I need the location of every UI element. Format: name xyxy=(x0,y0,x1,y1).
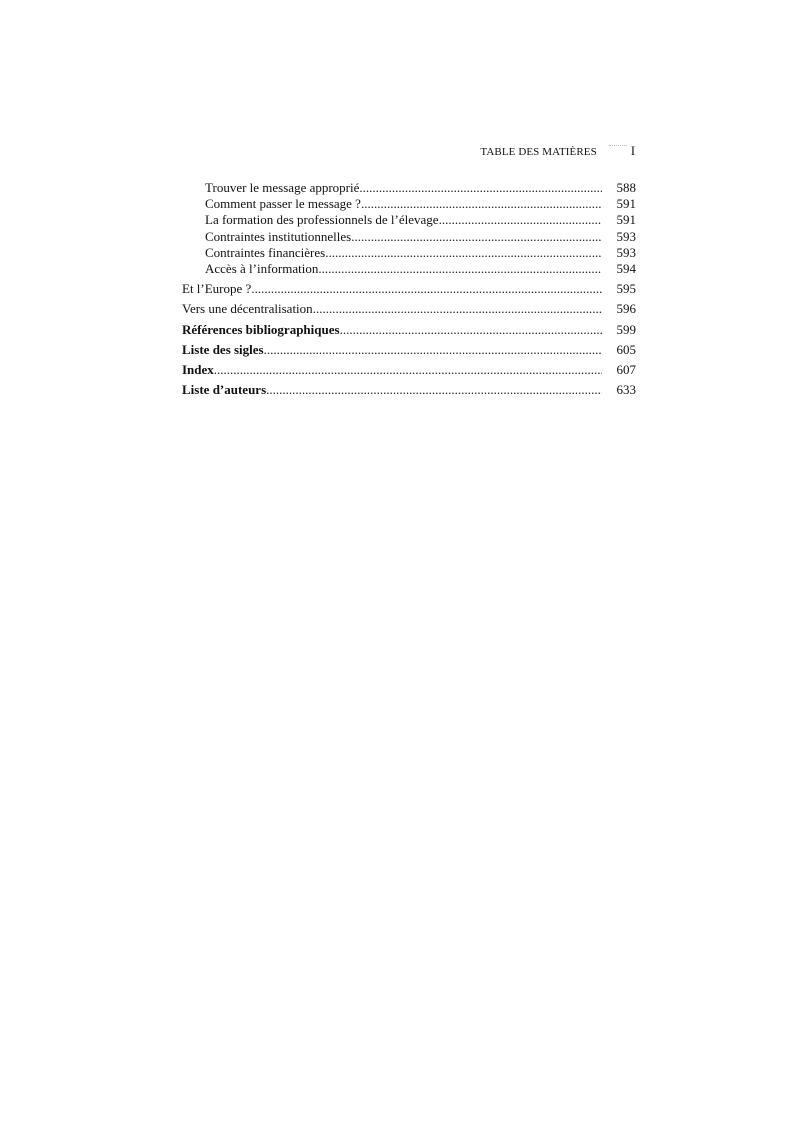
dot-leader xyxy=(214,362,602,378)
dot-leader xyxy=(325,245,602,261)
dot-leader xyxy=(351,229,602,245)
toc-entry-page: 594 xyxy=(616,260,636,276)
toc-entry-label: Index xyxy=(182,361,214,377)
toc-entry-label: Vers une décentralisation xyxy=(182,301,313,317)
toc-entry-page: 596 xyxy=(616,301,636,317)
dot-leader xyxy=(361,196,602,212)
dot-leader xyxy=(251,281,602,297)
dot-leader xyxy=(439,212,602,228)
dot-leader xyxy=(318,261,602,277)
dot-leader xyxy=(313,301,602,317)
toc-entry-page: 633 xyxy=(616,382,636,398)
running-title: TABLE DES MATIÈRES xyxy=(480,146,597,158)
toc-entry-formation-des-professionnels[interactable] xyxy=(182,212,636,228)
dot-leader xyxy=(266,382,602,398)
toc-entry-page: 607 xyxy=(616,361,636,377)
toc-entry-label: Et l’Europe ? xyxy=(182,281,252,297)
toc-entry-contraintes-institutionnelles[interactable] xyxy=(182,229,636,245)
toc-entry-label: Comment passer le message ? xyxy=(205,196,361,212)
toc-entry-references-bibliographiques[interactable] xyxy=(182,322,636,338)
toc-entry-et-l-europe[interactable] xyxy=(182,281,636,297)
toc-entry-label: Liste des sigles xyxy=(182,341,264,357)
toc-entry-label: Références bibliographiques xyxy=(182,321,340,337)
running-header xyxy=(400,144,635,162)
toc-entry-page: 593 xyxy=(616,228,636,244)
toc-entry-label: Trouver le message approprié xyxy=(205,180,360,195)
toc-entry-label: Contraintes institutionnelles xyxy=(205,228,352,244)
toc-entry-page: 588 xyxy=(616,180,636,195)
page-mark-rule xyxy=(609,145,627,146)
toc-entry-page: 591 xyxy=(616,196,636,212)
toc-entry-liste-d-auteurs[interactable] xyxy=(182,382,636,398)
page-folio: I xyxy=(630,144,635,158)
toc-entry-trouver-le-message[interactable] xyxy=(182,180,636,196)
toc-entry-label: La formation des professionnels de l’élevage xyxy=(205,212,439,228)
toc-entry-label: Liste d’auteurs xyxy=(182,382,267,398)
toc-entry-page: 591 xyxy=(616,212,636,228)
toc-entry-comment-passer-le-message[interactable] xyxy=(182,196,636,212)
dot-leader xyxy=(264,342,602,358)
toc-entry-index[interactable] xyxy=(182,362,636,378)
toc-entry-acces-a-l-information[interactable] xyxy=(182,261,636,277)
toc-entry-page: 593 xyxy=(616,244,636,260)
dot-leader xyxy=(340,322,602,338)
table-of-contents xyxy=(182,180,636,398)
dot-leader xyxy=(359,180,602,196)
toc-entry-vers-une-decentralisation[interactable] xyxy=(182,301,636,317)
toc-entry-page: 599 xyxy=(616,321,636,337)
toc-entry-page: 595 xyxy=(616,281,636,297)
toc-entry-label: Accès à l’information xyxy=(205,260,319,276)
toc-entry-page: 605 xyxy=(616,341,636,357)
toc-entry-contraintes-financieres[interactable] xyxy=(182,245,636,261)
toc-entry-label: Contraintes financières xyxy=(205,244,326,260)
toc-entry-liste-des-sigles[interactable] xyxy=(182,342,636,358)
